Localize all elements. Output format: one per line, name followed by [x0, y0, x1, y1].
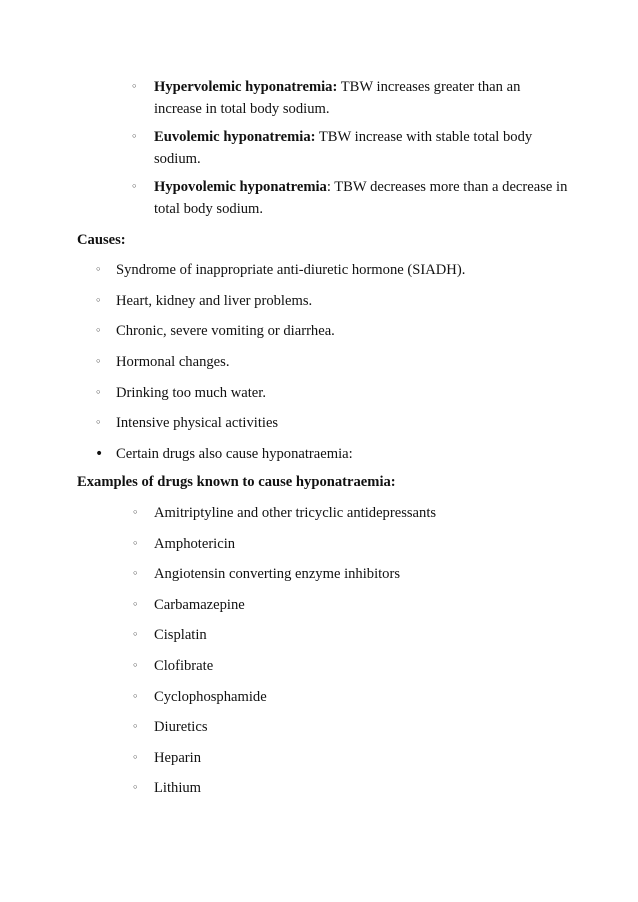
list-item [132, 777, 572, 808]
hollow-bullet-icon: ◦ [132, 720, 139, 734]
drugs-heading: Examples of drugs known to cause hyponatraemia: [77, 474, 396, 490]
hollow-bullet-icon: ◦ [131, 180, 138, 193]
cause-text: Certain drugs also cause hyponatraemia: [116, 446, 353, 463]
list-item [132, 533, 572, 564]
list-item [132, 502, 572, 533]
drug-name: Cisplatin [154, 627, 207, 644]
drug-name: Angiotensin converting enzyme inhibitors [154, 566, 401, 583]
type-term: Hypovolemic hyponatremia [154, 179, 327, 195]
list-item [132, 655, 572, 686]
drug-name: Heparin [154, 749, 202, 766]
hollow-bullet-icon: ◦ [95, 263, 102, 276]
type-term: Hypervolemic hyponatremia: [154, 79, 338, 95]
hollow-bullet-icon: ◦ [131, 130, 138, 143]
type-description: : TBW decreases more than a decrease in total body sodium. [154, 179, 568, 217]
drug-name: Carbamazepine [154, 596, 245, 613]
hollow-bullet-icon: ◦ [95, 416, 102, 430]
hollow-bullet-icon: ◦ [132, 506, 139, 519]
hollow-bullet-icon: ◦ [131, 80, 138, 93]
hollow-bullet-icon: ◦ [95, 293, 102, 307]
list-item [132, 747, 572, 778]
cause-text: Drinking too much water. [116, 384, 266, 401]
drug-name: Amphotericin [154, 535, 236, 552]
causes-heading: Causes: [77, 232, 126, 248]
list-item [95, 320, 575, 351]
hollow-bullet-icon: ◦ [132, 597, 139, 611]
hollow-bullet-icon: ◦ [132, 628, 139, 642]
hollow-bullet-icon: ◦ [95, 355, 102, 369]
list-item [132, 686, 572, 717]
hollow-bullet-icon: ◦ [132, 658, 139, 672]
list-item [132, 594, 572, 625]
drug-name: Diuretics [154, 719, 208, 736]
hollow-bullet-icon: ◦ [132, 567, 139, 581]
list-item [132, 624, 572, 655]
hollow-bullet-icon: ◦ [132, 536, 139, 550]
hyponatremia-types-list [131, 76, 571, 226]
type-description: TBW increases greater than an increase in total body sodium. [154, 79, 521, 117]
hollow-bullet-icon: ◦ [132, 750, 139, 764]
type-term: Euvolemic hyponatremia: [154, 129, 316, 145]
list-item [131, 176, 571, 220]
list-item [131, 76, 571, 120]
solid-bullet-icon: • [95, 446, 104, 463]
drug-name: Amitriptyline and other tricyclic antidepressants [154, 505, 437, 521]
list-item [95, 412, 575, 443]
hollow-bullet-icon: ◦ [95, 324, 102, 338]
cause-text: Heart, kidney and liver problems. [116, 292, 313, 309]
list-item [95, 443, 575, 474]
cause-text: Intensive physical activities [116, 415, 279, 432]
drug-name: Clofibrate [154, 657, 214, 674]
drug-name: Lithium [154, 780, 202, 797]
list-item [95, 290, 575, 321]
hollow-bullet-icon: ◦ [132, 781, 139, 795]
drugs-list [132, 502, 572, 808]
hollow-bullet-icon: ◦ [95, 385, 102, 399]
cause-text: Hormonal changes. [116, 354, 230, 371]
drug-name: Cyclophosphamide [154, 688, 267, 705]
list-item [132, 716, 572, 747]
list-item [95, 351, 575, 382]
list-item [132, 563, 572, 594]
causes-list [95, 259, 575, 474]
list-item [95, 259, 575, 290]
list-item [131, 126, 571, 170]
type-description: TBW increase with stable total body sodium. [154, 129, 533, 167]
hollow-bullet-icon: ◦ [132, 689, 139, 703]
cause-text: Chronic, severe vomiting or diarrhea. [116, 323, 335, 340]
cause-text: Syndrome of inappropriate anti-diuretic hormone (SIADH). [116, 262, 466, 278]
list-item [95, 382, 575, 413]
